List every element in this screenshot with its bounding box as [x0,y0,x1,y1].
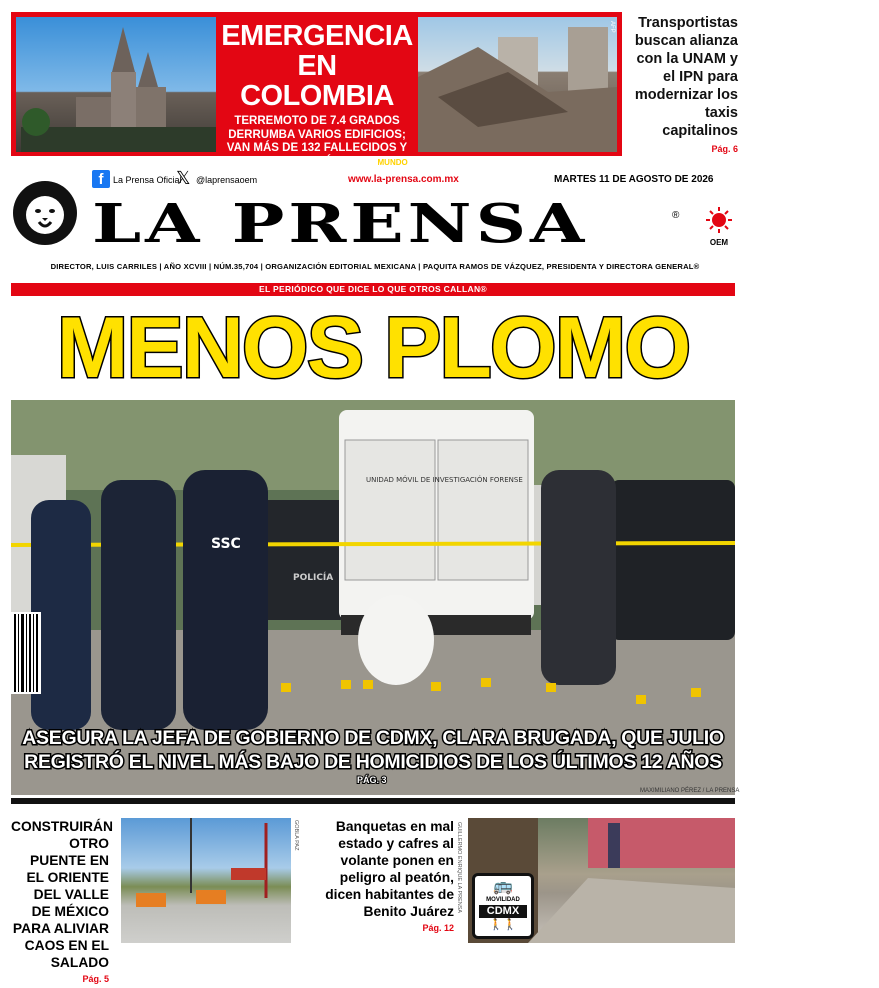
road-photo[interactable] [121,818,291,943]
main-headline[interactable]: MENOS PLOMO [56,300,690,396]
section-divider [11,798,735,804]
issue-date: MARTES 11 DE AGOSTO DE 2026 [554,174,714,185]
cathedral-photo[interactable] [16,17,216,152]
website-link[interactable]: www.la-prensa.com.mx [348,174,459,185]
patrol-label: POLICÍA [293,573,334,583]
facebook-icon[interactable]: f [92,170,110,188]
main-caption[interactable] [11,726,735,774]
side-story[interactable] [628,14,738,158]
sidewalk-photo-credit: GUILLERMO ENRIQUE LA PRENSA [456,822,462,914]
emergency-panel[interactable] [216,17,418,168]
ssc-vest-label: SSC [211,536,241,552]
movilidad-cdmx-badge [472,873,534,939]
x-icon[interactable]: 𝕏 [176,168,191,188]
bridge-photo-credit: GOBLA PAZ [293,820,299,851]
bridge-story-text: CONSTRUIRÁN OTRO PUENTE EN EL ORIENTE DEL VALLE DE MÉXICO PARA ALIVIAR CAOS EN EL SALADO [11,819,113,970]
emergency-body-text: TERREMOTO DE 7.4 GRADOS DERRUMBA VARIOS EDIFICIOS; VAN MÁS DE 132 FALLECIDOS Y HAY TEMOR DE RÉPLICAS [226,115,408,168]
cdmx-label: CDMX [479,905,527,918]
slogan-bar: EL PERIÓDICO QUE DICE LO QUE OTROS CALLAN® [11,283,735,296]
afp-credit: AFP [609,21,615,33]
emergency-title: EMERGENCIA EN COLOMBIA [221,20,413,112]
section-tag: MUNDO [377,157,408,167]
collapsed-building-photo[interactable] [418,17,617,152]
bridge-story-page: Pág. 5 [82,974,109,984]
bus-icon: 🚌 [493,878,513,895]
facebook-handle[interactable]: La Prensa Oficial [113,175,182,185]
side-story-text: Transportistas buscan alianza con la UNAM y el IPN para modernizar los taxis capitalinos [634,15,738,139]
main-photo-credit: MAXIMILIANO PÉREZ / LA PRENSA [640,788,740,794]
rubble-illustration [418,17,617,152]
masthead-title[interactable]: LA PRENSA [92,193,589,255]
road-illustration [121,818,291,943]
x-handle[interactable]: @laprensaoem [196,175,258,185]
sidewalk-story-text: Banquetas en mal estado y cafres al volante ponen en peligro al peatón, dicen habitantes de Benito Juárez [325,819,454,919]
main-page-ref: PÁG. 3 [357,775,387,785]
emergency-body [216,115,418,169]
movilidad-label: MOVILIDAD [486,897,520,903]
bridge-story[interactable] [11,818,113,988]
barcode-icon [11,612,41,694]
caption-line-1: ASEGURA LA JEFA DE GOBIERNO DE CDMX, CLARA BRUGADA, QUE JULIO [22,727,724,749]
oem-label: OEM [709,238,729,247]
lion-logo-icon [12,178,78,248]
oem-sun-icon [704,207,734,247]
side-story-page: Pág. 6 [711,144,738,154]
cathedral-illustration [16,17,216,152]
credits-line: DIRECTOR, LUIS CARRILES | AÑO XCVIII | NÚM.35,704 | ORGANIZACIÓN EDITORIAL MEXICANA | PAQUITA RAMOS DE VÁZQUEZ, PRESIDENTA Y DIRECTORA GENERAL® [50,262,700,271]
van-label: UNIDAD MÓVIL DE INVESTIGACIÓN FORENSE [366,476,523,484]
caption-line-2: REGISTRÓ EL NIVEL MÁS BAJO DE HOMICIDIOS DE LOS ÚLTIMOS 12 AÑOS [24,751,722,773]
sidewalk-story-page: Pág. 12 [422,923,454,933]
pedestrian-icon: 🚶🚶 [489,919,517,931]
registered-mark: ® [672,210,680,221]
sidewalk-story[interactable] [310,818,454,937]
